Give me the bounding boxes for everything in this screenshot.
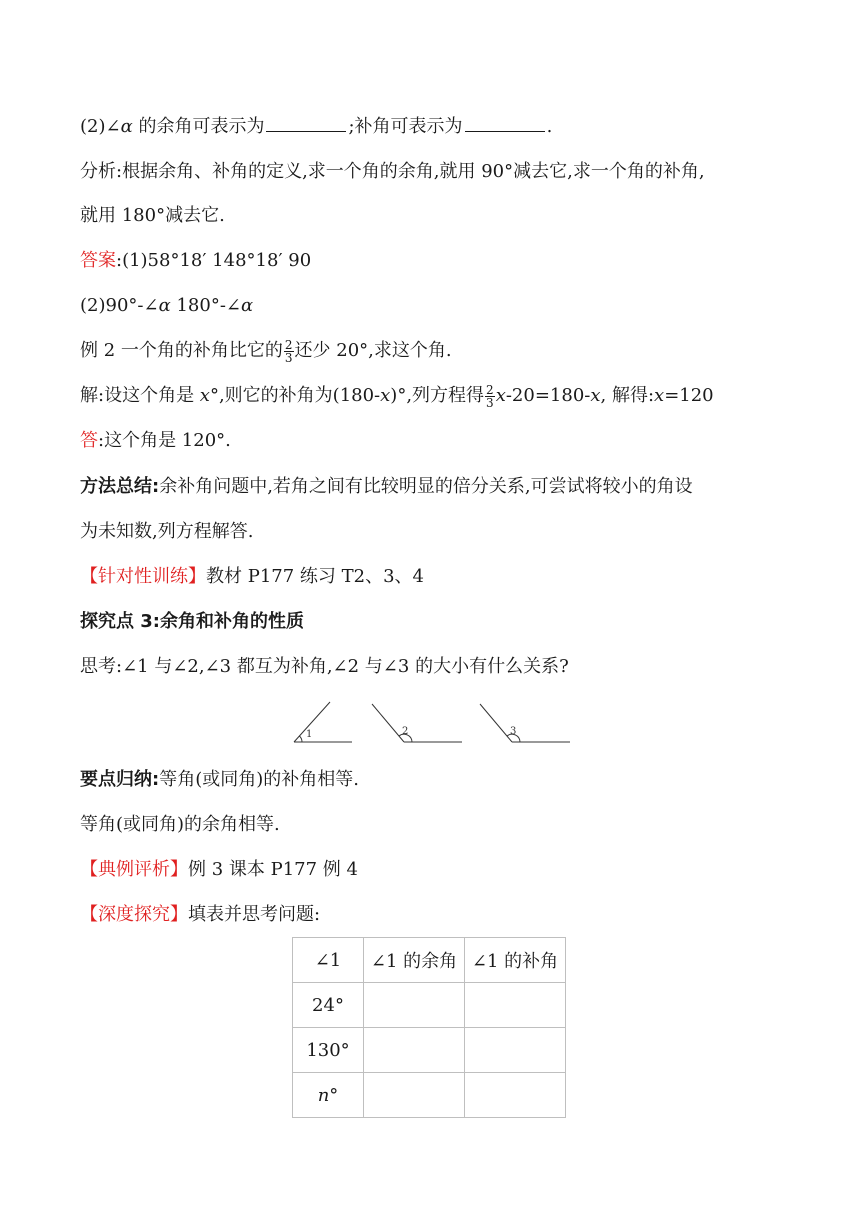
fraction-denominator: 3 [486, 395, 494, 410]
angle-label-3: 3 [510, 726, 517, 737]
q2-prefix: (2)∠ [80, 116, 121, 137]
answer-text-1: :(1)58°18′ 148°18′ 90 [116, 250, 312, 271]
table-header-row [293, 938, 566, 983]
table-cell-empty [364, 1073, 465, 1118]
answer-blank-1 [266, 113, 346, 132]
reply-label: 答 [80, 430, 98, 451]
table-header: ∠1 的余角 [364, 938, 465, 983]
table-row [293, 1028, 566, 1073]
variable-x: x [380, 385, 391, 406]
q2-end: . [546, 116, 553, 137]
training-label: 【针对性训练】 [80, 566, 206, 587]
variable-x: x [654, 385, 665, 406]
keypoint-label: 要点归纳: [80, 769, 160, 790]
deep-line [80, 901, 320, 929]
table-header: ∠1 [293, 938, 364, 983]
fraction-two-thirds [485, 384, 495, 409]
alpha-symbol: α [120, 116, 133, 137]
table-cell-empty [364, 1028, 465, 1073]
keypoint-text-1: 等角(或同角)的补角相等. [159, 769, 359, 790]
keypoint-line-2: 等角(或同角)的余角相等. [80, 814, 280, 835]
analysis-line-1: 分析:根据余角、补角的定义,求一个角的余角,就用 90°减去它,求一个角的补角, [80, 161, 705, 182]
typical-text: 例 3 课本 P177 例 4 [188, 859, 358, 880]
answer-label: 答案 [80, 250, 116, 271]
solution-text-4: -20=180- [505, 385, 591, 406]
fraction-numerator: 2 [486, 382, 494, 397]
table-cell-angle: n° [293, 1073, 364, 1118]
variable-x: x [495, 385, 506, 406]
table-row [293, 1073, 566, 1118]
table-cell-angle: 24° [293, 983, 364, 1028]
angle-figures [286, 696, 576, 748]
alpha-symbol: α [158, 295, 171, 316]
ex2-text-post: 还少 20°,求这个角. [294, 340, 452, 361]
angle-figure-2 [372, 704, 462, 742]
table-cell-angle: 130° [293, 1028, 364, 1073]
solution-line [80, 382, 714, 410]
alpha-symbol: α [240, 295, 254, 316]
deep-text: 填表并思考问题: [188, 904, 321, 925]
table-header: ∠1 的补角 [465, 938, 566, 983]
table-cell-empty [465, 1028, 566, 1073]
typical-line [80, 856, 358, 884]
solution-text-2: °,则它的补角为(180- [209, 385, 381, 406]
table-cell-empty [364, 983, 465, 1028]
angle-figure-3 [480, 704, 570, 742]
answer-text-2a: (2)90°-∠ [80, 295, 159, 316]
method-line-1 [80, 473, 693, 501]
analysis-line-2: 就用 180°减去它. [80, 205, 225, 226]
think-line: 思考:∠1 与∠2,∠3 都互为补角,∠2 与∠3 的大小有什么关系? [80, 656, 569, 677]
training-line [80, 563, 424, 591]
ex2-text-pre: 例 2 一个角的补角比它的 [80, 340, 283, 361]
method-label: 方法总结: [80, 476, 160, 497]
angle-label-2: 2 [402, 726, 409, 737]
keypoint-line-1 [80, 766, 359, 794]
answer-line-1 [80, 247, 311, 275]
fraction-two-thirds [284, 339, 294, 364]
solution-text-3: )°,列方程得 [390, 385, 485, 406]
angle-table [292, 937, 566, 1118]
method-line-2: 为未知数,列方程解答. [80, 521, 254, 542]
deep-label: 【深度探究】 [80, 904, 188, 925]
q2-text-1: 的余角可表示为 [138, 116, 265, 137]
fraction-numerator: 2 [284, 337, 293, 352]
reply-text: :这个角是 120°. [98, 430, 231, 451]
section-title-point-3: 探究点 3:余角和补角的性质 [80, 611, 304, 632]
training-text: 教材 P177 练习 T2、3、4 [206, 566, 424, 587]
table-cell-empty [465, 1073, 566, 1118]
solution-text-5: , 解得: [600, 385, 655, 406]
table-cell-empty [465, 983, 566, 1028]
answer-text-2b: 180°-∠ [170, 295, 241, 316]
typical-label: 【典例评析】 [80, 859, 188, 880]
variable-x: x [199, 385, 210, 406]
example-2 [80, 337, 452, 365]
angle-label-1: 1 [306, 729, 313, 740]
solution-text-6: =120 [664, 385, 714, 406]
q2-text-2: ;补角可表示为 [348, 116, 463, 137]
answer-blank-2 [465, 113, 545, 132]
reply-line [80, 427, 231, 455]
variable-x: x [590, 385, 601, 406]
question-2 [80, 113, 552, 141]
angle-figure-1 [294, 702, 352, 742]
table-row [293, 983, 566, 1028]
method-text-1: 余补角问题中,若角之间有比较明显的倍分关系,可尝试将较小的角设 [159, 476, 693, 497]
answer-line-2 [80, 292, 253, 320]
fraction-denominator: 3 [284, 350, 293, 365]
solution-text-1: 解:设这个角是 [80, 385, 200, 406]
